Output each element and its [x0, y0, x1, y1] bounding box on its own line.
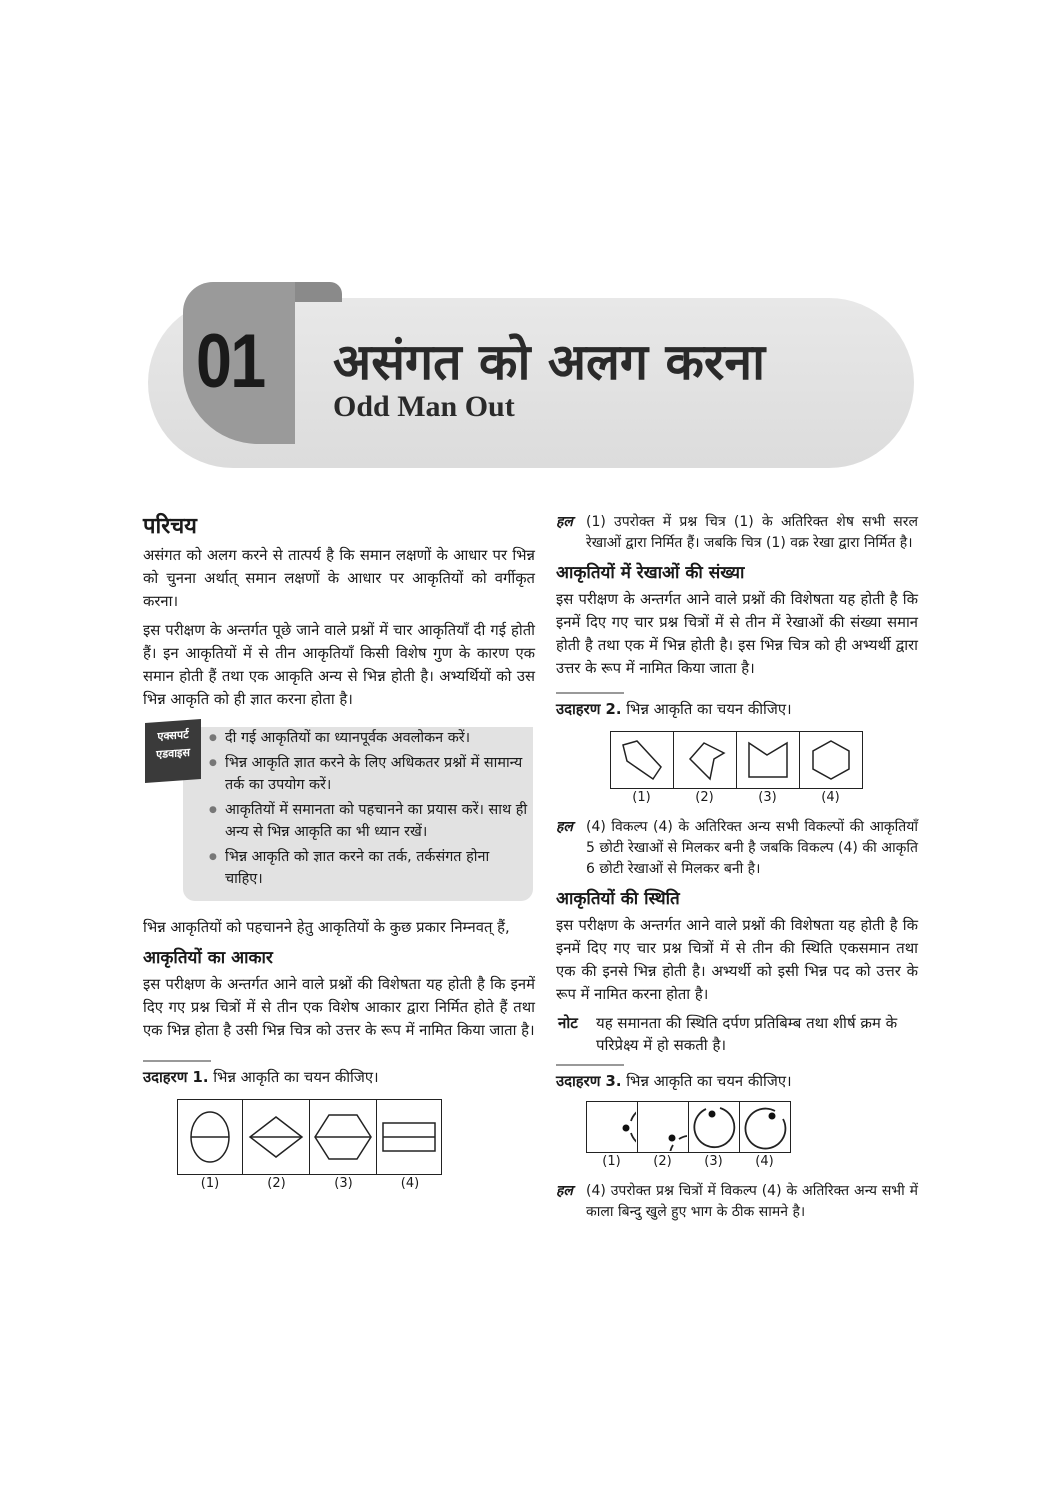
arrow-pentagon-shape: [680, 737, 730, 783]
intro-paragraph-1: असंगत को अलग करने से तात्पर्य है कि समान लक्षणों के आधार पर भिन्न को चुनना अर्थात् समान लक्षणों के आधार पर आकृतियों को वर्गीकृत करना।: [143, 547, 535, 610]
advice-item: ● भिन्न आकृति को ज्ञात करने का तर्क, तर्कसंगत होना चाहिए।: [209, 846, 529, 890]
solution-3-text: (4) उपरोक्त प्रश्न चित्रों में विकल्प (4) के अतिरिक्त अन्य सभी में काला बिन्दु खुले हुए भाग के ठीक सामने है।: [586, 1183, 918, 1220]
example-3-question: भिन्न आकृति का चयन कीजिए।: [626, 1073, 792, 1090]
solution-3: [556, 1181, 918, 1223]
ellipse-shape: [185, 1107, 235, 1167]
left-column: [143, 510, 535, 1193]
ex2-option-3-figure: [737, 732, 800, 788]
ex3-option-2-figure: [638, 1102, 689, 1152]
advice-item: ● भिन्न आकृति ज्ञात करने के लिए अधिकतर प्रश्नों में सामान्य तर्क का उपयोग करें।: [209, 752, 529, 796]
note-text: यह समानता की स्थिति दर्पण प्रतिबिम्ब तथा शीर्ष क्रम के परिप्रेक्ष्य में हो सकती है।: [596, 1014, 898, 1054]
example-3-figure: [586, 1101, 918, 1171]
ex1-option-3-figure: [310, 1100, 377, 1174]
hexagon-shape: [806, 737, 856, 783]
solution-1: [556, 512, 918, 554]
option-label: (3): [704, 1154, 723, 1169]
example-2-figure-row: [610, 731, 863, 789]
ex1-option-4-figure: [377, 1100, 441, 1174]
expert-advice-badge: एक्सपर्ट एडवाइस: [145, 719, 201, 783]
open-circle-with-dot: [639, 1103, 687, 1151]
hexagon-shape: [313, 1110, 373, 1164]
shape-paragraph: इस परीक्षण के अन्तर्गत आने वाले प्रश्नों की विशेषता यह होती है कि इनमें दिए गए प्रश्न चित्रों में से तीन एक विशेष आकार द्वारा निर्मित होते हैं तथा एक भिन्न होता है उसी भिन्न चित्र को उत्तर के रूप में नामित किया जाता है।: [143, 976, 535, 1039]
solution-tag: हल: [556, 1183, 573, 1199]
solution-1-text: (1) उपरोक्त में प्रश्न चित्र (1) के अतिरिक्त शेष सभी सरल रेखाओं द्वारा निर्मित हैं। जबकि चित्र (1) वक्र रेखा द्वारा निर्मित है।: [586, 514, 918, 551]
example-2-heading: [556, 692, 792, 721]
ex3-option-3-figure: [689, 1102, 740, 1152]
option-label: (1): [200, 1176, 220, 1191]
example-1-figure-row: [177, 1099, 442, 1175]
solution-tag: हल: [556, 514, 573, 530]
solution-2: [556, 817, 918, 880]
example-3-label: उदाहरण 3.: [556, 1073, 622, 1090]
chapter-title-english: Odd Man Out: [333, 390, 515, 423]
option-label: (4): [755, 1154, 774, 1169]
example-2-label: उदाहरण 2.: [556, 701, 622, 718]
open-circle-with-dot: [741, 1103, 789, 1151]
example-2-figure: [610, 731, 918, 807]
ex3-option-4-figure: [740, 1102, 790, 1152]
option-label: (3): [758, 790, 777, 805]
ex2-option-1-figure: [611, 732, 674, 788]
expert-advice-box: [143, 721, 535, 904]
open-circle-with-dot: [588, 1103, 636, 1151]
note-tag: नोट: [558, 1014, 578, 1032]
example-2-option-labels: [610, 789, 918, 807]
option-label: (4): [400, 1176, 420, 1191]
open-circle-with-dot: [690, 1103, 738, 1151]
pentagon-shape: [617, 737, 667, 783]
example-1-heading: [143, 1060, 379, 1089]
option-label: (3): [334, 1176, 353, 1191]
example-1-figure: [177, 1099, 535, 1193]
example-3-figure-row: [586, 1101, 791, 1153]
position-heading: आकृतियों की स्थिति: [556, 889, 680, 909]
option-label: (4): [821, 790, 840, 805]
ex1-option-2-figure: [243, 1100, 310, 1174]
example-3-option-labels: [586, 1153, 918, 1171]
example-1-option-labels: [177, 1175, 535, 1193]
rhombus-shape: [246, 1112, 306, 1162]
notched-square-shape: [743, 737, 793, 783]
shape-heading: आकृतियों का आकार: [143, 948, 273, 968]
ex3-option-1-figure: [587, 1102, 638, 1152]
note: [556, 1012, 918, 1056]
intro-heading: परिचय: [143, 514, 197, 539]
example-3-heading: [556, 1064, 792, 1093]
lines-heading: आकृतियों में रेखाओं की संख्या: [556, 563, 745, 583]
advice-item: ● आकृतियों में समानता को पहचानने का प्रयास करें। साथ ही अन्य से भिन्न आकृति का भी ध्यान रखें।: [209, 799, 529, 843]
position-paragraph: इस परीक्षण के अन्तर्गत आने वाले प्रश्नों की विशेषता यह होती है कि इनमें दिए गए चार प्रश्न चित्रों में से तीन की स्थिति एकसमान तथा एक की इनसे भिन्न होती है। अभ्यर्थी को इसी भिन्न पद को उत्तर के रूप में नामित करना होता है।: [556, 917, 918, 1003]
option-label: (1): [602, 1154, 621, 1169]
ex2-option-4-figure: [800, 732, 862, 788]
option-label: (2): [695, 790, 714, 805]
chapter-number: 01: [196, 319, 265, 404]
option-label: (2): [267, 1176, 286, 1191]
example-1-label: उदाहरण 1.: [143, 1069, 209, 1086]
option-label: (1): [632, 790, 651, 805]
intro-paragraph-2: इस परीक्षण के अन्तर्गत पूछे जाने वाले प्रश्नों में चार आकृतियाँ दी गई होती हैं। इन आकृतियों में से तीन आकृतियाँ किसी विशेष गुण के कारण एक समान होती हैं तथा एक आकृति अन्य से भिन्न होती है। अभ्यर्थियों को उस भिन्न आकृति को ही ज्ञात करना होता है।: [143, 622, 535, 708]
advice-item: ● दी गई आकृतियों का ध्यानपूर्वक अवलोकन करें।: [209, 727, 529, 749]
ex1-option-1-figure: [178, 1100, 243, 1174]
solution-tag: हल: [556, 819, 573, 835]
rectangle-shape: [380, 1120, 438, 1154]
right-column: [556, 512, 918, 1229]
solution-2-text: (4) विकल्प (4) के अतिरिक्त अन्य सभी विकल्पों की आकृतियाँ 5 छोटी रेखाओं से मिलकर बनी है जबकि विकल्प (4) की आकृति 6 छोटी रेखाओं से मिलकर बनी है।: [586, 819, 918, 877]
expert-advice-list: [209, 727, 529, 893]
ex2-option-2-figure: [674, 732, 737, 788]
example-1-question: भिन्न आकृति का चयन कीजिए।: [213, 1069, 379, 1086]
types-intro: भिन्न आकृतियों को पहचानने हेतु आकृतियों के कुछ प्रकार निम्नवत् हैं,: [143, 919, 510, 936]
example-2-question: भिन्न आकृति का चयन कीजिए।: [626, 701, 792, 718]
lines-paragraph: इस परीक्षण के अन्तर्गत आने वाले प्रश्नों की विशेषता यह होती है कि इनमें दिए गए चार प्रश्न चित्रों में से तीन में रेखाओं की संख्या समान होती है तथा एक में भिन्न होती है। इस भिन्न चित्र को ही अभ्यर्थी द्वारा उत्तर के रूप में नामित किया जाता है।: [556, 591, 918, 677]
chapter-title-hindi: असंगत को अलग करना: [333, 333, 766, 391]
option-label: (2): [653, 1154, 672, 1169]
